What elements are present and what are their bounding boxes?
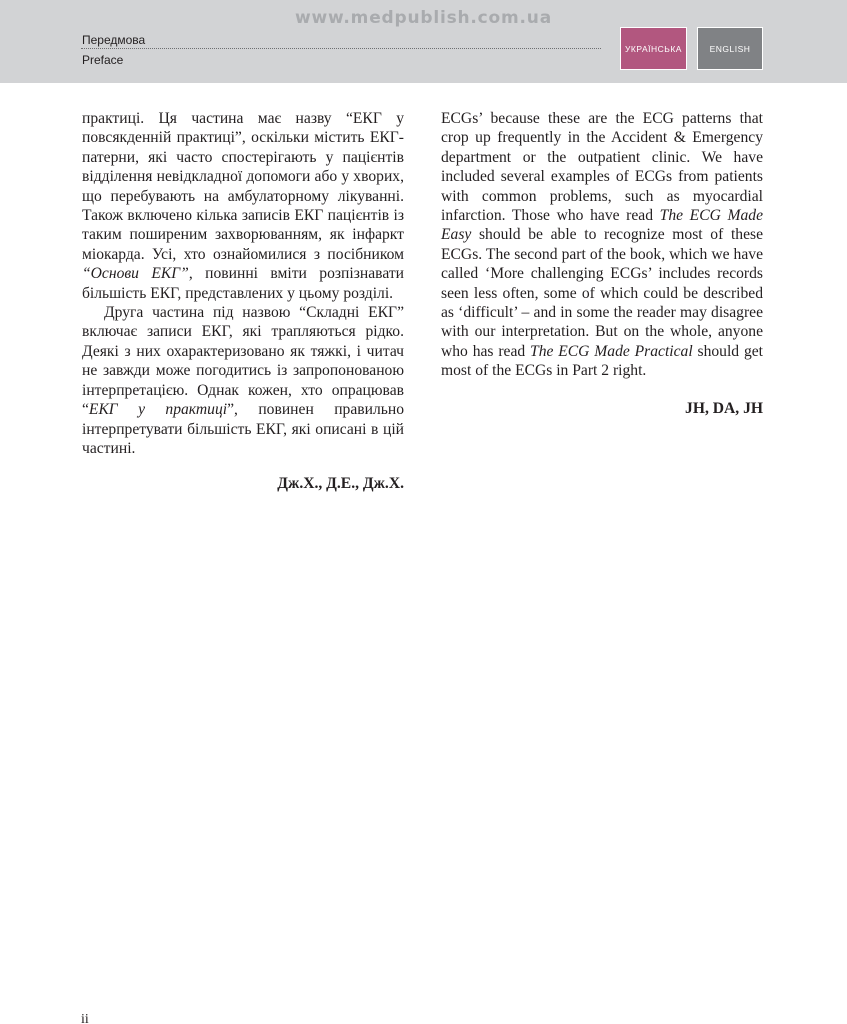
ukrainian-paragraph-2: Друга частина під назвою “Складні ЕКГ” включає записи ЕКГ, які трапляються рідко. Деякі з них охарактеризовано як тяжкі, і читач не завжди може погодитись із запропонованою інтерпретацією. Однак кожен, хто опрацював “ЕКГ у практиці”, повинен правильно інтерпретувати більшість ЕКГ, які описані в цій частині.	[82, 304, 405, 457]
english-authors-signature: JH, DA, JH	[685, 399, 763, 417]
header-divider	[81, 48, 601, 49]
book-title-italic: “Основи ЕКГ”	[82, 265, 189, 283]
language-ukrainian-button[interactable]: УКРАЇНСЬКА	[620, 27, 687, 70]
ukrainian-text-column	[82, 109, 404, 494]
english-paragraph-1: ECGs’ because these are the ECG patterns that crop up frequently in the Accident & Emergency department or the outpatient clinic. We have included several examples of ECGs from patients with common problems, such as myocardial infarction. Those who have read The ECG Made Easy should be able to recognize most of these ECGs. The second part of the book, which we have called ‘More challenging ECGs’ includes records seen less often, some of which could be described as ‘difficult’ – and in some the reader may disagree with our interpretation. But on the whole, anyone who has read The ECG Made Practical should get most of the ECGs in Part 2 right.	[441, 110, 764, 380]
english-text-column	[441, 109, 763, 418]
book-title-italic: ЕКГ у практиці	[88, 401, 228, 419]
book-title-italic: The ECG Made Practical	[530, 342, 693, 360]
page-number: ii	[81, 1012, 89, 1024]
section-title-english: Preface	[82, 53, 124, 67]
ukrainian-authors-signature: Дж.Х., Д.Е., Дж.Х.	[277, 475, 404, 493]
language-english-button[interactable]: ENGLISH	[697, 27, 763, 70]
section-title-ukrainian: Передмова	[82, 33, 146, 47]
ukrainian-paragraph-1: практиці. Ця частина має назву “ЕКГ у повсякденній практиці”, оскільки містить ЕКГ-патерни, які часто спостерігають у пацієнтів відділення невідкладної допомоги або у хворих, що перебувають на амбулаторному лікуванні. Також включено кілька записів ЕКГ пацієнтів із таким поширеним захворюванням, як інфаркт міокарда. Усі, хто ознайомилися з посібником “Основи ЕКГ”, повинні вміти розпізнавати більшість ЕКГ, представлених у цьому розділі.	[82, 110, 404, 302]
header-bar	[0, 0, 847, 83]
book-title-italic: The ECG Made Easy	[441, 207, 763, 244]
watermark-url: www.medpublish.com.ua	[295, 8, 552, 28]
